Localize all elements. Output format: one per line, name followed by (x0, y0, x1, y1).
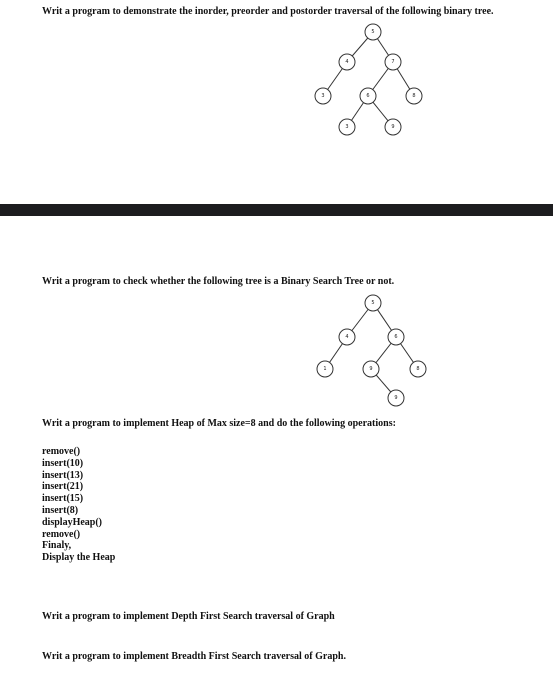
question-3-text: Writ a program to implement Heap of Max size=8 and do the following operations: (42, 418, 396, 429)
tree-node (339, 54, 355, 70)
tree-node-label: 9 (394, 395, 398, 401)
tree-node (315, 88, 331, 104)
heap-operation: remove() (42, 446, 81, 457)
tree-node (388, 329, 404, 345)
tree-node (339, 329, 355, 345)
tree-node-label: 3 (321, 93, 325, 99)
tree-node-label: 1 (323, 366, 327, 372)
tree-node-label: 7 (391, 59, 395, 65)
tree-node (365, 24, 381, 40)
tree-node-label: 6 (394, 334, 398, 340)
tree-node-label: 8 (416, 366, 420, 372)
binary-tree-diagram-1 (300, 18, 440, 142)
tree-node (365, 295, 381, 311)
tree-edges (323, 32, 414, 127)
tree-node (385, 119, 401, 135)
tree-node-label: 9 (391, 124, 395, 130)
question-1-text: Writ a program to demonstrate the inorder, preorder and postorder traversal of the following binary tree. (42, 6, 494, 17)
tree-node-label: 9 (369, 366, 373, 372)
heap-operation: Finaly, (42, 540, 72, 552)
tree-node (385, 54, 401, 70)
tree-node-label: 4 (345, 334, 349, 340)
binary-tree-diagram-2 (300, 290, 440, 414)
tree-edges (325, 303, 418, 398)
heap-operation: insert(15) (42, 493, 84, 505)
tree-node-label: 5 (371, 29, 375, 35)
tree-node (363, 361, 379, 377)
heap-operations-list (42, 446, 115, 564)
tree-node (410, 361, 426, 377)
question-4-text: Writ a program to implement Depth First Search traversal of Graph (42, 611, 335, 622)
tree-node-label: 4 (345, 59, 349, 65)
heap-operation: Display the Heap (42, 552, 116, 564)
tree-node (388, 390, 404, 406)
question-5-text: Writ a program to implement Breadth First Search traversal of Graph. (42, 651, 346, 662)
heap-operation: remove() (42, 528, 81, 540)
tree-node-label: 8 (412, 93, 416, 99)
tree-node-label: 6 (366, 93, 370, 99)
section-divider (0, 204, 553, 216)
tree-node (360, 88, 376, 104)
heap-operation: insert(8) (42, 504, 79, 516)
tree-node-label: 5 (371, 300, 375, 306)
heap-operation: insert(13) (42, 469, 84, 481)
tree-node (406, 88, 422, 104)
question-2-text: Writ a program to check whether the following tree is a Binary Search Tree or not. (42, 276, 395, 287)
tree-node (339, 119, 355, 135)
tree-node (317, 361, 333, 377)
tree-node-label: 3 (345, 124, 349, 130)
heap-operation: insert(10) (42, 457, 84, 469)
heap-operation: insert(21) (42, 481, 84, 493)
heap-operation: displayHeap() (42, 516, 103, 528)
